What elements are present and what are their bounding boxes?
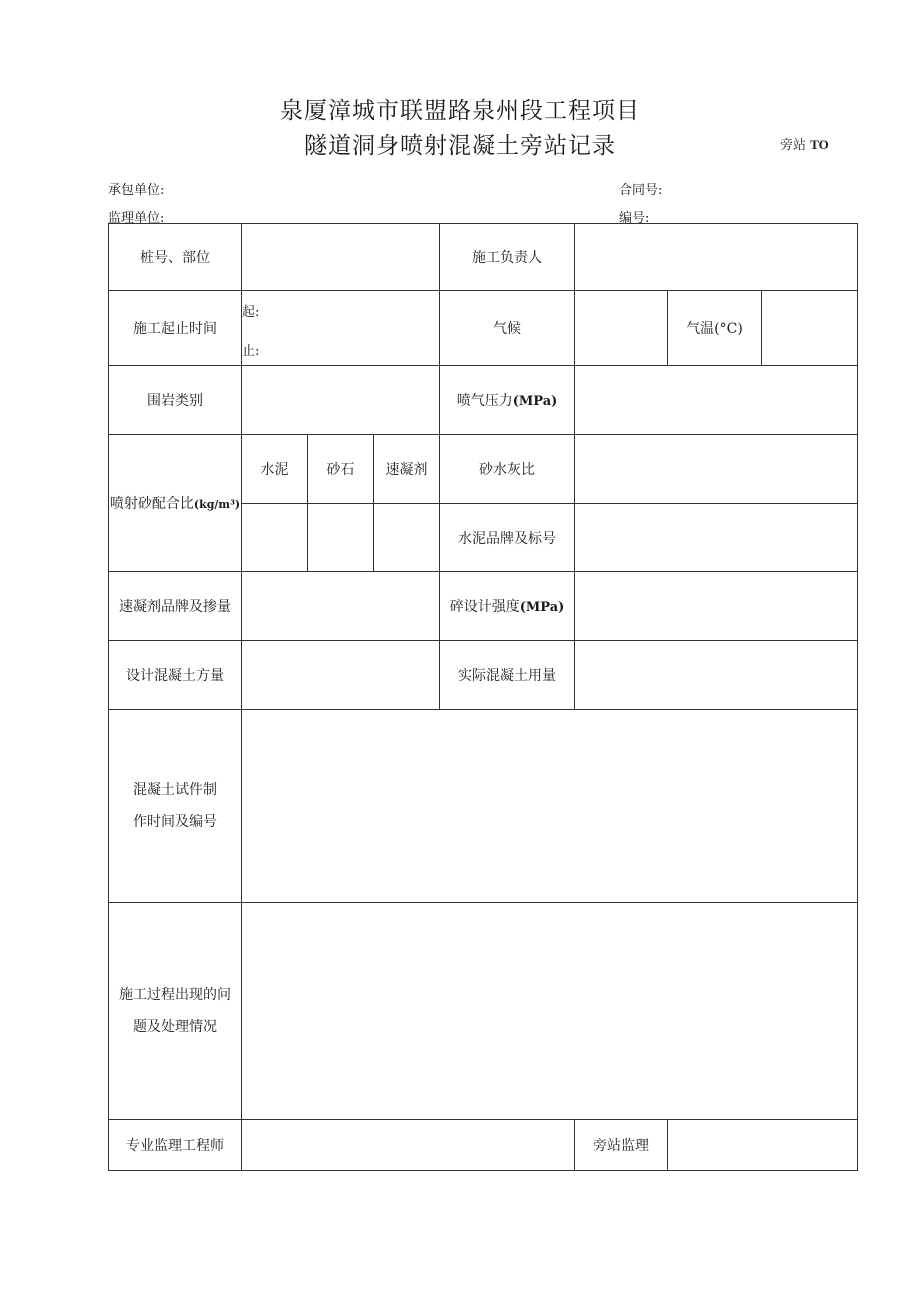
engineer-signature[interactable] bbox=[242, 1120, 575, 1171]
issues-label-line1: 施工过程出现的问 bbox=[119, 987, 231, 1003]
weather-label: 气候 bbox=[440, 291, 575, 366]
contract-no-label: 合同号: bbox=[619, 183, 663, 198]
spray-pressure-unit: (MPa) bbox=[512, 394, 558, 409]
end-time-label: 止: bbox=[242, 344, 260, 359]
spray-pressure-value[interactable] bbox=[575, 366, 858, 435]
pile-location-value[interactable] bbox=[242, 224, 440, 291]
time-range-value[interactable] bbox=[242, 291, 440, 366]
accelerator-brand-value[interactable] bbox=[242, 572, 440, 641]
construction-lead-label: 施工负责人 bbox=[440, 224, 575, 291]
water-cement-ratio-label: 砂水灰比 bbox=[440, 435, 575, 504]
issues-value[interactable] bbox=[242, 903, 858, 1120]
record-table bbox=[108, 223, 858, 1171]
gravel-header: 砂石 bbox=[308, 435, 374, 504]
engineer-label: 专业监理工程师 bbox=[109, 1120, 242, 1171]
design-strength-value[interactable] bbox=[575, 572, 858, 641]
document-title-line1: 泉厦漳城市联盟路泉州段工程项目 bbox=[280, 98, 640, 124]
design-volume-label: 设计混凝土方量 bbox=[109, 641, 242, 710]
actual-volume-label: 实际混凝土用量 bbox=[440, 641, 575, 710]
cement-brand-label: 水泥品牌及标号 bbox=[440, 504, 575, 572]
design-strength-unit: (MPa) bbox=[519, 600, 565, 615]
contractor-label: 承包单位: bbox=[108, 183, 165, 198]
mix-ratio-label bbox=[109, 435, 242, 572]
supervisor-unit-label: 监理单位: bbox=[108, 211, 165, 226]
document-title-line2: 隧道洞身喷射混凝土旁站记录 bbox=[304, 133, 616, 159]
design-volume-value[interactable] bbox=[242, 641, 440, 710]
mix-ratio-unit: (kg∕m³) bbox=[193, 498, 241, 511]
cement-header: 水泥 bbox=[242, 435, 308, 504]
start-time-label: 起: bbox=[242, 305, 260, 320]
specimen-label bbox=[109, 710, 242, 903]
pile-location-label: 桩号、部位 bbox=[109, 224, 242, 291]
form-code bbox=[780, 134, 829, 153]
serial-no-label: 编号: bbox=[619, 211, 650, 226]
form-code-prefix: 旁站 bbox=[780, 138, 807, 153]
design-strength-label bbox=[440, 572, 575, 641]
temperature-label: 气温(°C) bbox=[668, 291, 762, 366]
time-range-label: 施工起止时间 bbox=[109, 291, 242, 366]
accelerator-value[interactable] bbox=[374, 504, 440, 572]
gravel-value[interactable] bbox=[308, 504, 374, 572]
cement-value[interactable] bbox=[242, 504, 308, 572]
rock-class-label: 围岩类别 bbox=[109, 366, 242, 435]
mix-ratio-text: 喷射砂配合比 bbox=[109, 496, 194, 512]
issues-label bbox=[109, 903, 242, 1120]
design-strength-text: 碎设计强度 bbox=[449, 599, 520, 615]
specimen-label-line1: 混凝土试件制 bbox=[133, 782, 217, 798]
specimen-label-line2: 作时间及编号 bbox=[133, 814, 217, 830]
spray-pressure-text: 喷气压力 bbox=[456, 393, 513, 409]
cement-brand-value[interactable] bbox=[575, 504, 858, 572]
issues-label-line2: 题及处理情况 bbox=[133, 1019, 217, 1035]
rock-class-value[interactable] bbox=[242, 366, 440, 435]
accelerator-header: 速凝剂 bbox=[374, 435, 440, 504]
accelerator-brand-label: 速凝剂品牌及掺量 bbox=[109, 572, 242, 641]
water-cement-ratio-value[interactable] bbox=[575, 435, 858, 504]
spray-pressure-label bbox=[440, 366, 575, 435]
form-code-value: TO bbox=[810, 137, 829, 152]
actual-volume-value[interactable] bbox=[575, 641, 858, 710]
site-supervisor-signature[interactable] bbox=[668, 1120, 858, 1171]
weather-value[interactable] bbox=[575, 291, 668, 366]
construction-lead-value[interactable] bbox=[575, 224, 858, 291]
temperature-value[interactable] bbox=[762, 291, 858, 366]
specimen-value[interactable] bbox=[242, 710, 858, 903]
site-supervisor-label: 旁站监理 bbox=[575, 1120, 668, 1171]
